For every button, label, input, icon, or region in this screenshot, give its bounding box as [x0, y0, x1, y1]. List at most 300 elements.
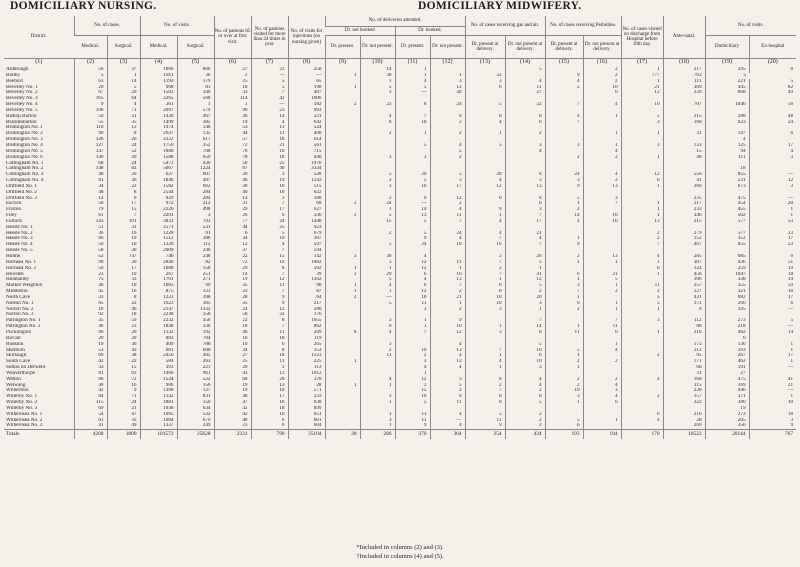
visited-24h-header: No. of patients visited for more than 24 times in year.: [251, 16, 288, 59]
table-cell: 7: [465, 272, 505, 278]
column-number: (9): [325, 59, 360, 68]
peth-dr-not-present-header: Dr. not present at delivery.: [583, 36, 621, 59]
table-cell: 12: [395, 260, 430, 266]
table-cell: 703: [177, 219, 214, 225]
table-cell: 6: [749, 301, 796, 307]
table-cell: 1: [621, 201, 663, 207]
table-cell: 2: [545, 254, 583, 260]
table-cell: 51: [749, 260, 796, 266]
table-cell: 36: [177, 73, 214, 79]
table-cell: 3: [430, 178, 465, 184]
table-cell: 12: [395, 289, 430, 295]
table-cell: 7: [395, 330, 430, 336]
district-name: Sutton on Derwent: [6, 365, 46, 371]
table-cell: 2: [360, 131, 395, 137]
table-cell: 24: [107, 143, 140, 149]
table-cell: 607: [177, 172, 214, 178]
table-cell: 1: [395, 131, 430, 137]
table-cell: 4: [430, 365, 465, 371]
table-cell: 2248: [140, 312, 177, 318]
district-name: Flixton: [6, 207, 21, 213]
table-cell: 5471: [140, 161, 177, 167]
table-cell: 1095: [140, 412, 177, 418]
table-cell: 431: [663, 295, 705, 301]
table-cell: 19: [214, 388, 251, 394]
table-cell: —: [395, 201, 430, 207]
table-cell: 4: [107, 102, 140, 108]
district-name: Hessle No. 1: [6, 224, 33, 230]
table-cell: 29: [360, 272, 395, 278]
table-cell: 16: [749, 289, 796, 295]
table-cell: 2846: [140, 260, 177, 266]
table-cell: 259: [705, 266, 749, 272]
table-cell: 198: [288, 85, 325, 91]
table-cell: 5: [360, 213, 395, 219]
table-cell: 4: [395, 277, 430, 283]
district-name: Barlby: [6, 72, 21, 78]
table-cell: 96: [74, 330, 107, 336]
table-cell: 9: [395, 196, 430, 202]
table-cell: 115: [74, 400, 107, 406]
district-name: Weaverthorpe: [6, 370, 35, 376]
district-name: Hessle No. 4: [6, 242, 33, 248]
table-cell: 2: [325, 201, 360, 207]
b-dr-not-present-header: Dr. not present.: [430, 36, 465, 59]
table-cell: 7: [251, 324, 288, 330]
table-cell: 65: [288, 79, 325, 85]
table-cell: 855: [705, 172, 749, 178]
district-name: Willerby No. 2: [6, 400, 38, 406]
table-cell: 3: [395, 155, 430, 161]
table-cell: 1: [583, 131, 621, 137]
table-cell: 2: [583, 178, 621, 184]
total-cell: 35104: [288, 430, 325, 440]
table-cell: 20: [107, 330, 140, 336]
table-cell: 3: [621, 318, 663, 324]
table-cell: 8: [325, 330, 360, 336]
table-cell: 1324: [177, 166, 214, 172]
table-cell: 1: [360, 400, 395, 406]
table-cell: 54: [74, 412, 107, 418]
table-cell: 28: [663, 418, 705, 424]
district-name: Hornsea No. 2: [6, 265, 37, 271]
table-cell: 11: [505, 85, 545, 91]
table-cell: 1: [621, 79, 663, 85]
column-number: (15): [545, 59, 583, 68]
table-cell: 21: [505, 231, 545, 237]
district-name: Wetwang: [6, 382, 26, 388]
table-cell: 4: [430, 412, 465, 418]
table-cell: 993: [288, 108, 325, 114]
table-cell: 12: [749, 178, 796, 184]
table-cell: 5: [705, 73, 749, 79]
table-cell: 273: [705, 318, 749, 324]
total-cell: 370: [395, 430, 430, 440]
table-cell: 11: [251, 359, 288, 365]
column-number: (17): [621, 59, 663, 68]
table-cell: 18: [251, 406, 288, 412]
table-cell: 7: [505, 242, 545, 248]
footnote-1: *Included in columns (2) and (3).: [356, 544, 444, 551]
table-cell: 1: [465, 213, 505, 219]
table-cell: 8: [107, 190, 140, 196]
table-cell: 2571: [140, 225, 177, 231]
district-name: Hunmanby: [6, 277, 30, 283]
table-cell: 2: [583, 359, 621, 365]
table-cell: 597: [288, 242, 325, 248]
table-cell: 218: [705, 324, 749, 330]
table-cell: 11: [621, 283, 663, 289]
table-cell: 9: [545, 184, 583, 190]
table-cell: 52: [107, 149, 140, 155]
table-cell: 10: [395, 394, 430, 400]
table-cell: 112: [663, 318, 705, 324]
table-cell: 5: [395, 219, 430, 225]
mw-visits-header: No. of visits.: [705, 16, 796, 36]
table-cell: 10: [251, 190, 288, 196]
table-cell: 3: [360, 184, 395, 190]
table-cell: 1: [621, 260, 663, 266]
table-cell: 38: [74, 383, 107, 389]
table-cell: 13: [621, 219, 663, 225]
table-cell: 17: [251, 394, 288, 400]
table-cell: 715: [288, 149, 325, 155]
ante-natal-header: Ante-natal.: [663, 16, 705, 59]
table-cell: 1938: [140, 406, 177, 412]
table-cell: 46: [107, 307, 140, 313]
table-cell: 5: [545, 85, 583, 91]
table-cell: 221: [705, 79, 749, 85]
table-cell: 7: [251, 248, 288, 254]
table-cell: 4: [395, 79, 430, 85]
table-cell: 24: [360, 201, 395, 207]
table-cell: 18: [214, 85, 251, 91]
table-cell: 6: [251, 423, 288, 429]
table-cell: 11: [251, 283, 288, 289]
table-cell: 2: [325, 102, 360, 108]
district-name: Rudston: [6, 341, 24, 347]
table-cell: 23: [214, 423, 251, 429]
table-cell: 14: [395, 207, 430, 213]
dr-not-booked-header: Dr. not booked: [325, 27, 395, 36]
table-cell: 2226: [140, 207, 177, 213]
table-cell: 82: [177, 260, 214, 266]
table-cell: 257: [663, 283, 705, 289]
table-cell: 47: [107, 412, 140, 418]
table-cell: 10: [583, 213, 621, 219]
table-cell: 9: [74, 102, 107, 108]
table-cell: 6: [465, 85, 505, 91]
footnote-2: †Included in columns (4) and (5).: [356, 553, 444, 560]
table-cell: 371: [705, 394, 749, 400]
table-cell: 3: [360, 394, 395, 400]
table-cell: 1: [430, 73, 465, 79]
table-cell: 127: [177, 388, 214, 394]
district-name: South Cave: [6, 359, 31, 365]
table-cell: 1: [621, 67, 663, 73]
table-cell: 4: [251, 242, 288, 248]
table-cell: 1: [583, 342, 621, 348]
table-cell: 7: [251, 289, 288, 295]
table-cell: 2201: [140, 213, 177, 219]
table-cell: 1: [325, 266, 360, 272]
table-cell: 356: [177, 318, 214, 324]
table-cell: 35: [107, 120, 140, 126]
district-name: Beverley No. 5: [6, 107, 38, 113]
table-cell: 346: [663, 213, 705, 219]
table-cell: 10: [621, 102, 663, 108]
table-cell: 9: [545, 73, 583, 79]
district-name: Cottingham No. 3: [6, 172, 44, 178]
table-cell: 5: [545, 418, 583, 424]
table-cell: 87: [214, 166, 251, 172]
table-cell: 171: [663, 301, 705, 307]
table-cell: 58: [74, 201, 107, 207]
table-cell: 8: [430, 114, 465, 120]
table-cell: 81: [177, 85, 214, 91]
table-cell: 10: [430, 324, 465, 330]
table-cell: 3: [545, 283, 583, 289]
table-cell: 679: [288, 231, 325, 237]
table-cell: —: [430, 418, 465, 424]
table-cell: 4: [621, 377, 663, 383]
table-cell: 685: [705, 254, 749, 260]
midwifery-heading: DOMICILIARY MIDWIFERY.: [418, 0, 582, 12]
table-cell: 36: [107, 178, 140, 184]
district-name: Skirlaugh: [6, 353, 27, 359]
table-cell: 78: [214, 149, 251, 155]
table-cell: 8: [251, 266, 288, 272]
table-cell: 24: [251, 219, 288, 225]
column-number: (20): [749, 59, 796, 68]
table-cell: 5: [395, 231, 430, 237]
table-cell: 6: [465, 114, 505, 120]
table-cell: 4: [505, 79, 545, 85]
table-cell: 20: [505, 295, 545, 301]
table-cell: —: [360, 295, 395, 301]
table-cell: 6: [251, 418, 288, 424]
table-cell: 5: [395, 143, 430, 149]
table-cell: 18: [214, 324, 251, 330]
table-cell: 393: [705, 348, 749, 354]
table-cell: 454: [705, 201, 749, 207]
table-cell: 12: [465, 184, 505, 190]
table-cell: 9: [395, 423, 430, 429]
table-cell: 2: [583, 79, 621, 85]
table-cell: 862: [288, 324, 325, 330]
table-cell: 25: [251, 161, 288, 167]
table-cell: 36: [214, 114, 251, 120]
table-cell: 53: [749, 219, 796, 225]
district-name: Cottingham No. 1: [6, 160, 44, 166]
table-cell: 217: [288, 301, 325, 307]
table-cell: 430: [177, 161, 214, 167]
table-cell: 20: [251, 377, 288, 383]
table-cell: 4: [360, 330, 395, 336]
district-name: Sherburn: [6, 347, 26, 353]
table-cell: 18: [107, 312, 140, 318]
table-cell: 5: [505, 400, 545, 406]
column-number: (3): [107, 59, 140, 68]
table-cell: 3: [749, 184, 796, 190]
table-cell: 2097: [140, 108, 177, 114]
table-cell: 156: [177, 383, 214, 389]
table-cell: 152: [663, 236, 705, 242]
table-cell: 1: [545, 201, 583, 207]
table-cell: 147: [705, 131, 749, 137]
table-cell: 1759: [140, 143, 177, 149]
table-cell: 522: [177, 412, 214, 418]
total-cell: 254: [465, 430, 505, 440]
table-cell: 5: [430, 149, 465, 155]
table-cell: 1220: [140, 231, 177, 237]
table-cell: 11: [360, 353, 395, 359]
table-cell: 9: [465, 207, 505, 213]
table-cell: 48: [214, 394, 251, 400]
table-cell: 1466: [140, 371, 177, 377]
table-cell: 7: [545, 289, 583, 295]
table-cell: 6: [465, 196, 505, 202]
table-cell: 59: [749, 283, 796, 289]
column-number: (12): [430, 59, 465, 68]
table-cell: 2: [325, 213, 360, 219]
table-cell: 32: [505, 102, 545, 108]
table-cell: 12: [395, 266, 430, 272]
table-cell: 30: [107, 248, 140, 254]
table-cell: 1848: [140, 324, 177, 330]
table-cell: 6: [583, 330, 621, 336]
table-cell: 1588: [140, 155, 177, 161]
table-cell: 1046: [705, 102, 749, 108]
table-cell: 1: [395, 318, 430, 324]
table-cell: 182: [288, 102, 325, 108]
table-cell: 22: [251, 312, 288, 318]
table-cell: 2: [505, 289, 545, 295]
table-cell: 5: [545, 196, 583, 202]
table-cell: 32: [465, 73, 505, 79]
table-cell: 17: [749, 295, 796, 301]
district-name: Beeford: [6, 78, 23, 84]
table-cell: 6: [251, 213, 288, 219]
table-cell: 43: [214, 371, 251, 377]
table-cell: 4: [505, 236, 545, 242]
table-cell: 72: [107, 377, 140, 383]
table-cell: 8: [465, 289, 505, 295]
visits-surgical-header: Surgical.: [177, 36, 214, 59]
table-cell: 10: [251, 236, 288, 242]
table-cell: 4: [430, 236, 465, 242]
table-cell: 6: [505, 201, 545, 207]
table-cell: 385: [177, 120, 214, 126]
table-cell: 2: [505, 418, 545, 424]
district-name: Hessle No. 2: [6, 230, 33, 236]
table-cell: 153: [288, 348, 325, 354]
district-header: District.: [4, 16, 74, 59]
table-cell: 4: [360, 283, 395, 289]
total-cell: 364: [430, 430, 465, 440]
table-cell: 33: [214, 90, 251, 96]
cases-medical-header: Medical.: [74, 36, 107, 59]
table-cell: 284: [177, 196, 214, 202]
total-cell: 434: [505, 430, 545, 440]
table-cell: 267: [705, 353, 749, 359]
table-cell: 269: [663, 423, 705, 429]
gas-dr-not-present-header: Dr. not present at delivery.: [505, 36, 545, 59]
district-name: Holme: [6, 254, 21, 259]
column-number: (16): [583, 59, 621, 68]
table-cell: 14: [107, 79, 140, 85]
table-cell: 866: [177, 67, 214, 73]
table-cell: 112: [177, 242, 214, 248]
table-cell: 3334: [288, 166, 325, 172]
table-cell: 8: [107, 295, 140, 301]
table-cell: 5: [545, 348, 583, 354]
table-cell: 10: [465, 301, 505, 307]
table-cell: 29: [107, 90, 140, 96]
table-cell: 708: [177, 149, 214, 155]
table-cell: 11: [251, 330, 288, 336]
table-cell: 110: [74, 125, 107, 131]
table-cell: 9: [107, 388, 140, 394]
table-cell: 875: [140, 289, 177, 295]
table-cell: 355: [705, 283, 749, 289]
table-cell: 1: [545, 260, 583, 266]
table-cell: 579: [177, 108, 214, 114]
table-cell: 1: [583, 307, 621, 313]
table-cell: 42: [251, 96, 288, 102]
table-cell: 12: [251, 307, 288, 313]
table-cell: 42: [74, 388, 107, 394]
table-cell: 8: [749, 67, 796, 73]
table-cell: 52: [74, 254, 107, 260]
table-cell: 17: [749, 143, 796, 149]
table-cell: 446: [705, 388, 749, 394]
table-cell: 16: [583, 219, 621, 225]
pethidine-header: No. of cases receiving Pethidine.: [545, 16, 621, 36]
column-number: (10): [360, 59, 395, 68]
table-cell: 23: [214, 289, 251, 295]
column-number: (7): [251, 59, 288, 68]
table-cell: 1: [325, 85, 360, 91]
table-cell: 9: [749, 423, 796, 429]
table-cell: 1: [430, 301, 465, 307]
table-cell: 617: [177, 137, 214, 143]
table-cell: 99: [177, 283, 214, 289]
table-cell: —: [749, 196, 796, 202]
table-cell: 25: [214, 359, 251, 365]
table-cell: 4: [621, 418, 663, 424]
table-cell: 668: [705, 90, 749, 96]
table-cell: 1582: [140, 184, 177, 190]
district-name: Fulford: [6, 218, 22, 224]
table-cell: 135: [177, 131, 214, 137]
table-cell: 1: [621, 131, 663, 137]
table-cell: 2: [621, 289, 663, 295]
table-cell: 30: [360, 254, 395, 260]
table-cell: 20: [107, 172, 140, 178]
table-cell: 12: [214, 242, 251, 248]
district-name: Beverley No. 3: [6, 96, 38, 102]
table-cell: 63: [74, 79, 107, 85]
table-cell: 5: [505, 260, 545, 266]
totals-label: Totals: [4, 430, 74, 440]
table-cell: 5: [749, 318, 796, 324]
table-cell: 1088: [140, 266, 177, 272]
gas-air-header: No. of cases receiving gas and air.: [465, 16, 545, 36]
table-cell: 106: [663, 277, 705, 283]
table-cell: 13: [214, 196, 251, 202]
table-cell: 1: [465, 353, 505, 359]
